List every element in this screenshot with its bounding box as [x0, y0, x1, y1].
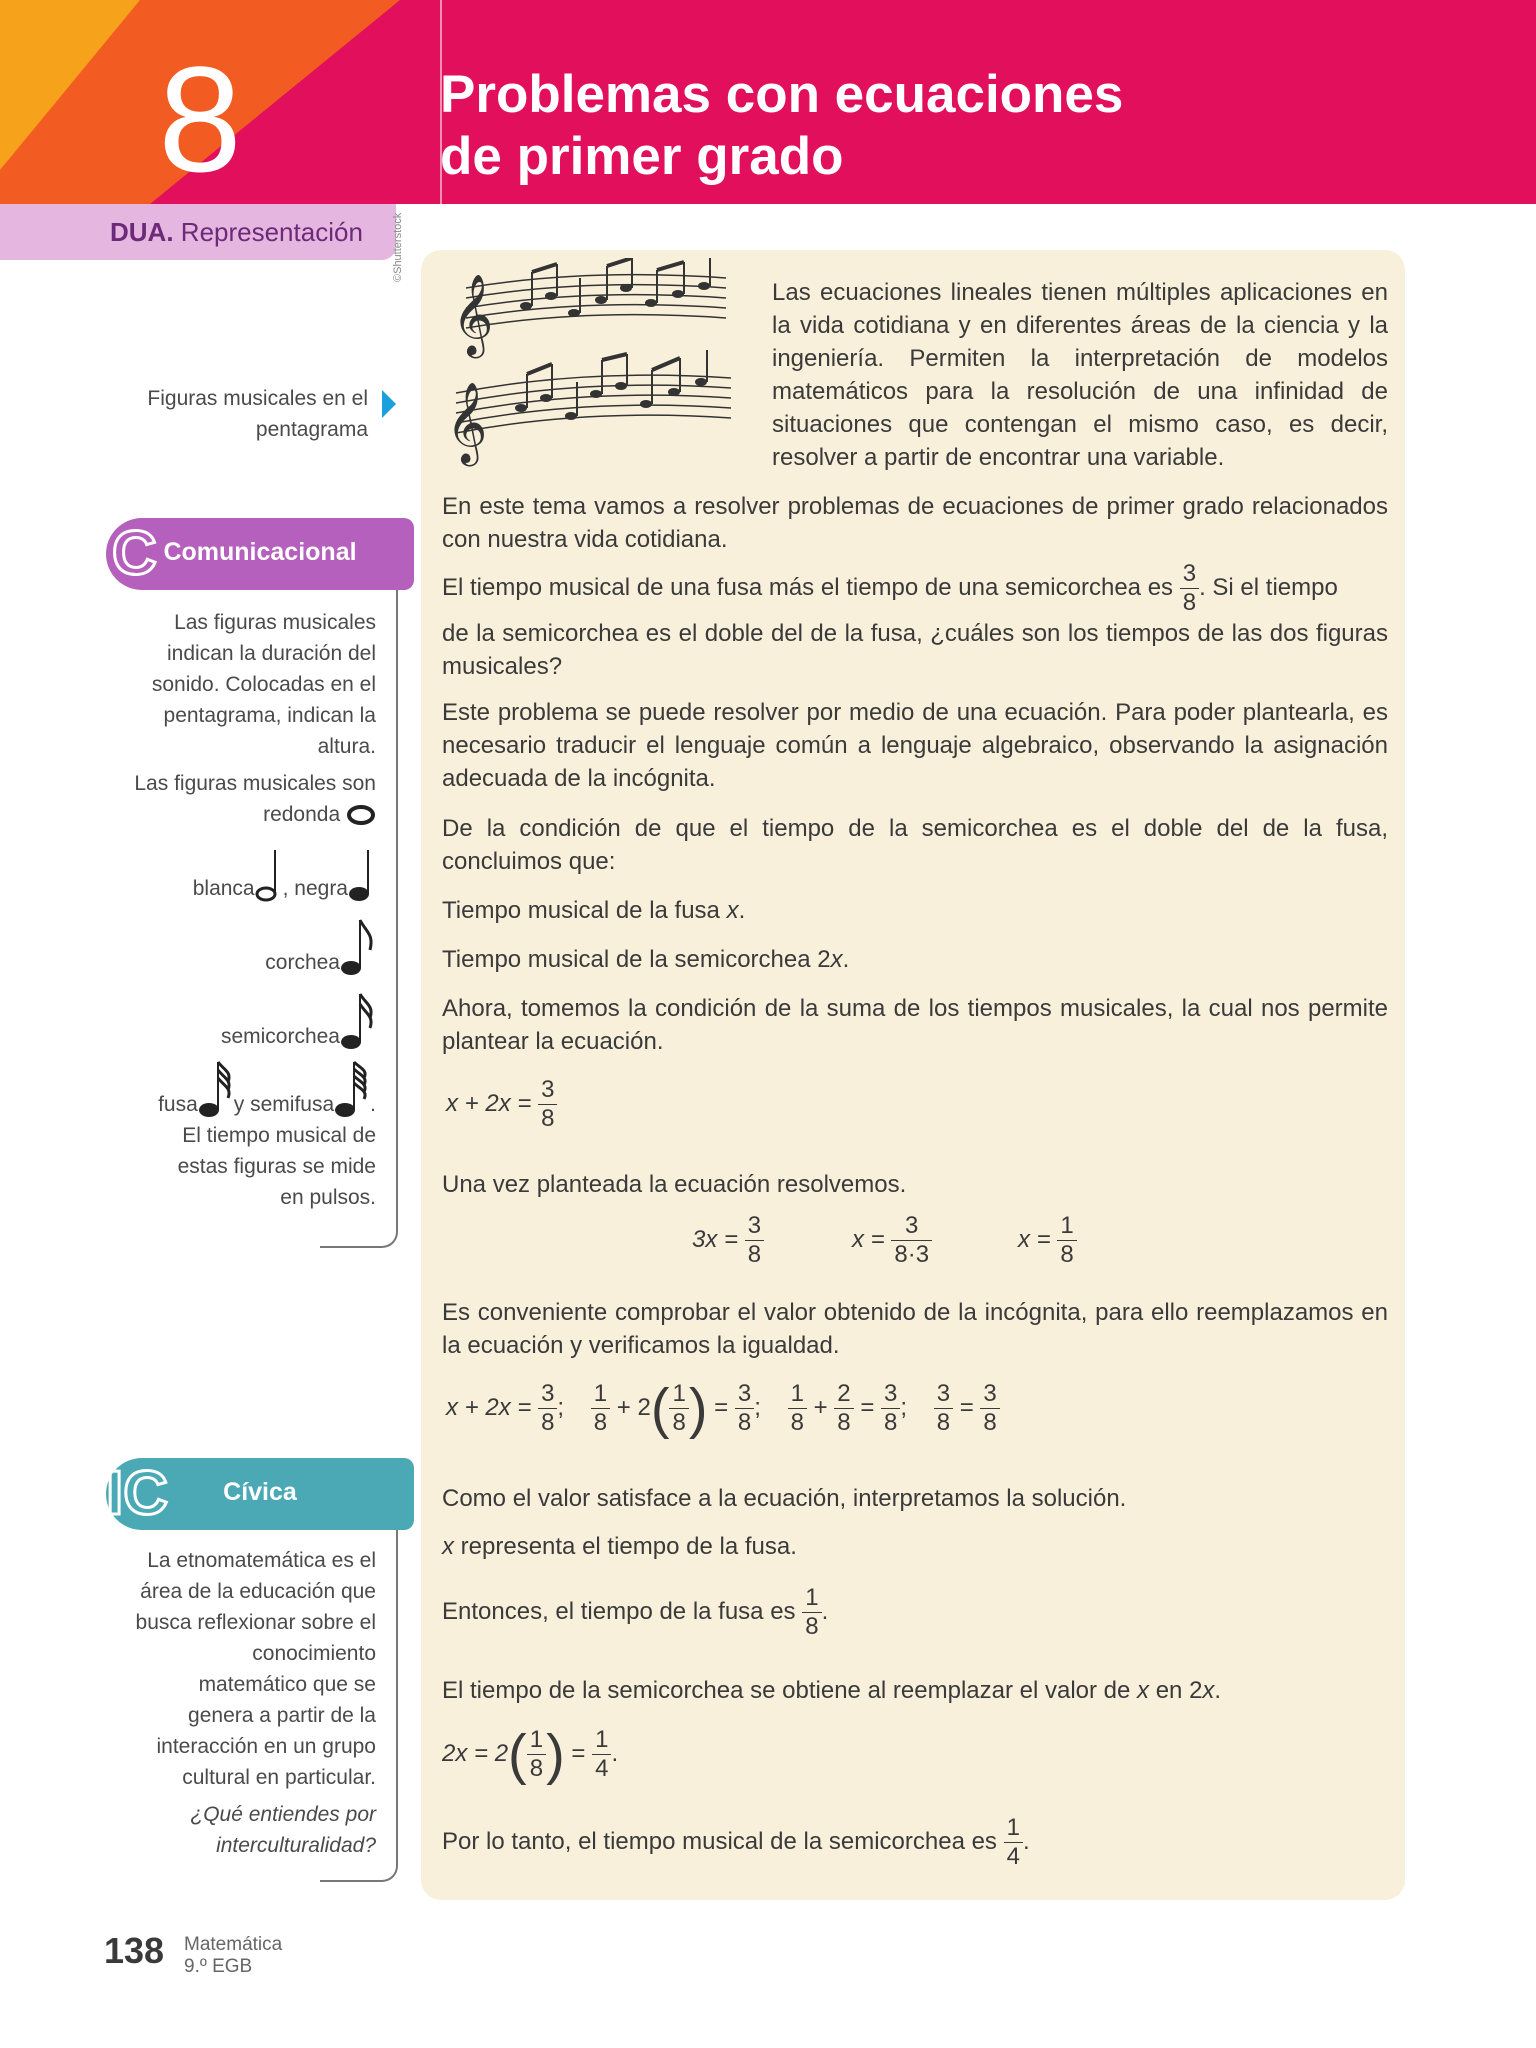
semifusa-label: y semifusa	[233, 1093, 335, 1116]
equation-1: x + 2x = $\frac{3}{8}$	[446, 1076, 557, 1133]
com-line: Las figuras musicales	[174, 611, 376, 634]
civ-line: cultural en particular.	[182, 1766, 376, 1789]
com-line: indican la duración del	[167, 642, 376, 665]
fusa-label: fusa	[158, 1093, 198, 1116]
paragraph-3: Este problema se puede resolver por medio de una ecuación. Para poder plantearla, es necesario traducir el lenguaje común a lenguaje algebraico, observando la asignación adecuada de la incógnita.	[442, 699, 1388, 792]
thirty-second-note-icon	[198, 1060, 234, 1120]
civica-body	[90, 1545, 376, 1861]
paragraph-13: El tiempo de la semicorchea se obtiene al reemplazar el valor de x en 2x.	[442, 1677, 1222, 1704]
problem-statement	[442, 560, 1388, 683]
half-note-icon	[255, 848, 283, 904]
c-letter-icon: C	[112, 519, 157, 588]
com-line: pentagrama, indican la	[163, 704, 376, 727]
com-line: estas figuras se mide	[177, 1155, 376, 1178]
image-credit: ©Shutterstock	[392, 212, 404, 282]
solution-step-2: x = $\frac{3}{8\cdot 3}$	[852, 1212, 932, 1269]
comunicacional-header	[106, 518, 414, 590]
com-redonda-row	[90, 799, 376, 830]
civ-line: busca reflexionar sobre el	[135, 1611, 376, 1634]
paragraph-8: Una vez planteada la ecuación resolvemos.	[442, 1171, 907, 1198]
problem-part-b: . Si el tiempo	[1199, 573, 1338, 601]
sixteenth-note-icon	[340, 992, 376, 1052]
com-line: Las figuras musicales son	[134, 772, 376, 795]
com-fusa-row	[90, 1060, 376, 1120]
music-staff-illustration	[446, 258, 732, 468]
com-semicorchea-row	[90, 992, 376, 1052]
footer-grade: 9.º EGB	[184, 1956, 253, 1977]
eighth-note-icon	[340, 918, 376, 978]
civ-line: La etnomatemática es el	[147, 1549, 376, 1572]
unit-number: 8	[158, 35, 242, 203]
com-line: sonido. Colocadas en el	[151, 673, 376, 696]
civ-question: ¿Qué entiendes por	[190, 1803, 376, 1826]
solution-step-1: 3x = $\frac{3}{8}$	[692, 1212, 764, 1269]
page-title-line2: de primer grado	[440, 127, 844, 186]
solution-step-3: x = $\frac{1}{8}$	[1018, 1212, 1077, 1269]
ic-letters-icon: IC	[106, 1459, 168, 1528]
svg-text:𝄞: 𝄞	[446, 381, 488, 463]
dua-bold: DUA.	[110, 217, 174, 247]
com-corchea-row	[90, 918, 376, 978]
fraction-3-8: $\frac{3}{8}$	[1180, 560, 1199, 617]
problem-part-a: El tiempo musical de una fusa más el tiempo de una semicorchea es	[442, 573, 1174, 601]
semicorchea-time-line: Tiempo musical de la semicorchea 2x.	[442, 946, 850, 973]
civ-line: matemático que se	[198, 1673, 376, 1696]
paragraph-11: x representa el tiempo de la fusa.	[442, 1533, 797, 1560]
svg-text:𝄞: 𝄞	[452, 273, 494, 355]
civ-line: genera a partir de la	[188, 1704, 376, 1727]
problem-part-c: de la semicorchea es el doble del de la fusa, ¿cuáles son los tiempos de las dos figuras musicales?	[442, 620, 1388, 680]
civ-question: interculturalidad?	[216, 1834, 376, 1857]
semicorchea-equation: 2x = 2( $\frac{1}{8}$ ) = $\frac{1}{4}$ .	[442, 1722, 619, 1786]
com-line: en pulsos.	[280, 1186, 376, 1209]
civ-line: conocimiento	[252, 1642, 376, 1665]
blanca-label: blanca	[192, 877, 255, 900]
comunicacional-title: Comunicacional	[163, 538, 357, 566]
civ-line: área de la educación que	[140, 1580, 376, 1603]
verification-equation: x + 2x = $\frac{3}{8}$ ; $\frac{1}{8}$ + 2( $\frac{1}{8}$ ) = $\frac{3}{8}$ ; $\frac{1}{8}$ + $\frac{2}{8}$ = $\frac{3}{8}$ ; $\frac{3}{8}$ = $\frac{3}{8}$	[446, 1380, 1000, 1437]
fusa-result: Entonces, el tiempo de la fusa es $\frac{1}{8}$ .	[442, 1584, 829, 1640]
negra-label: , negra	[282, 877, 348, 900]
fusa-end-dot: .	[370, 1093, 376, 1116]
paragraph-10: Como el valor satisface a la ecuación, interpretamos la solución.	[442, 1485, 1127, 1512]
com-line: altura.	[317, 735, 376, 758]
whole-note-icon	[346, 804, 376, 826]
civica-title: Cívica	[223, 1478, 297, 1506]
page-number: 138	[104, 1930, 165, 1971]
fusa-time-line: Tiempo musical de la fusa x.	[442, 897, 746, 924]
com-blanca-row	[90, 848, 376, 904]
quarter-note-icon	[348, 848, 376, 904]
paragraph-9: Es conveniente comprobar el valor obtenido de la incógnita, para ello reemplazamos en la ecuación y verificamos la igualdad.	[442, 1299, 1388, 1359]
civica-header	[106, 1458, 414, 1530]
footer-subject-name: Matemática	[184, 1934, 283, 1955]
dua-label	[110, 217, 363, 248]
redonda-label: redonda	[263, 803, 341, 826]
image-caption	[100, 383, 368, 445]
caption-arrow-icon	[382, 390, 396, 418]
page-title-line1: Problemas con ecuaciones	[440, 65, 1124, 124]
paragraph-7: Ahora, tomemos la condición de la suma de los tiempos musicales, la cual nos permite plantear la ecuación.	[442, 995, 1388, 1055]
paragraph-1: En este tema vamos a resolver problemas de ecuaciones de primer grado relacionados con nuestra vida cotidiana.	[442, 493, 1388, 553]
image-caption-line2: pentagrama	[255, 418, 368, 441]
com-line: El tiempo musical de	[182, 1124, 376, 1147]
paragraph-4: De la condición de que el tiempo de la semicorchea es el doble del de la fusa, concluimos que:	[442, 815, 1388, 875]
sixty-fourth-note-icon	[334, 1060, 370, 1120]
intro-paragraph: Las ecuaciones lineales tienen múltiples aplicaciones en la vida cotidiana y en diferentes áreas de la ciencia y la ingeniería. Permiten la interpretación de modelos matemáticos para la resolución de una infinidad de situaciones que contengan el mismo caso, es decir, resolver a partir de encontrar una variable.	[772, 279, 1388, 471]
image-caption-line1: Figuras musicales en el	[147, 387, 368, 410]
semicorchea-label: semicorchea	[220, 1025, 340, 1048]
dua-text: Representación	[173, 217, 363, 247]
semicorchea-result: Por lo tanto, el tiempo musical de la semicorchea es $\frac{1}{4}$ .	[442, 1814, 1030, 1870]
comunicacional-body	[90, 607, 376, 1213]
civ-line: interacción en un grupo	[156, 1735, 376, 1758]
corchea-label: corchea	[265, 951, 340, 974]
page-title	[440, 64, 1123, 188]
footer-subject	[184, 1934, 282, 1978]
